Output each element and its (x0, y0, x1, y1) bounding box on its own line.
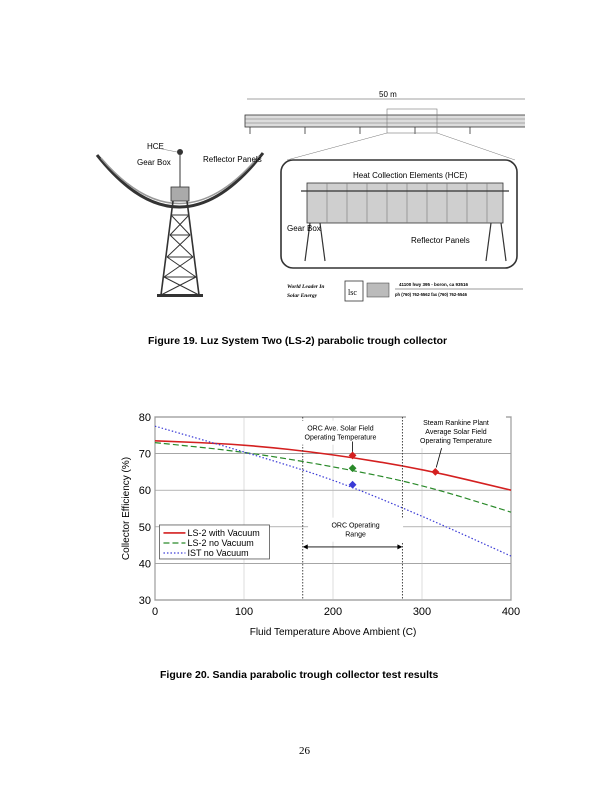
hce-detail-label: Heat Collection Elements (HCE) (353, 171, 468, 180)
length-label: 50 m (379, 90, 397, 99)
reflector-panels-label: Reflector Panels (203, 155, 262, 164)
orc-solar-field-note-line: Operating Temperature (304, 434, 377, 442)
steam-rankine-note-line: Steam Rankine Plant (423, 420, 489, 428)
parabolic-trough-drawing (95, 85, 525, 310)
x-tick-label: 300 (412, 606, 432, 618)
x-tick-label: 100 (234, 606, 254, 618)
gear-box-label: Gear Box (137, 158, 171, 167)
orc-solar-field-note-line: ORC Ave. Solar Field (307, 425, 374, 433)
svg-text:lsc: lsc (348, 288, 357, 297)
legend-label-2: LS-2 no Vacuum (187, 537, 254, 548)
gear-box-detail-label: Gear Box (287, 224, 321, 233)
brand-line-2: Solar Energy (287, 293, 318, 299)
reflector-panels-detail-label: Reflector Panels (411, 236, 470, 245)
legend-label-3: IST no Vacuum (187, 547, 249, 558)
partner-logo-icon (367, 283, 389, 297)
phone-text: ph (760) 762-5562 fax (760) 762-5546 (395, 292, 467, 297)
steam-rankine-note-line: Average Solar Field (425, 429, 487, 437)
figure-20-caption: Figure 20. Sandia parabolic trough collector test results (160, 669, 439, 681)
y-tick-label: 80 (138, 412, 151, 424)
y-tick-label: 40 (138, 558, 151, 571)
brand-line-1: World Leader In (287, 284, 325, 290)
legend-label-1: LS-2 with Vacuum (187, 527, 260, 538)
x-axis-label: Fluid Temperature Above Ambient (C) (249, 627, 417, 638)
y-tick-label: 70 (138, 448, 151, 461)
hce-label: HCE (147, 142, 164, 151)
figure-20-chart (118, 410, 534, 656)
y-axis-label: Collector Efficiency (%) (121, 456, 132, 561)
y-tick-label: 30 (138, 595, 151, 607)
figure-19-illustration (95, 85, 525, 310)
efficiency-chart (118, 410, 534, 656)
y-tick-label: 50 (138, 521, 151, 534)
chart-legend (159, 525, 269, 559)
page-number: 26 (299, 745, 310, 757)
orc-range-note-line: Range (345, 531, 366, 539)
y-tick-label: 60 (138, 485, 151, 498)
steam-rankine-note-line: Operating Temperature (420, 438, 492, 446)
address-text: 41100 hwy 395 - boron, ca 93516 (399, 282, 469, 287)
x-tick-label: 0 (151, 606, 159, 618)
figure-19-caption: Figure 19. Luz System Two (LS-2) parabolic trough collector (148, 335, 448, 347)
x-tick-label: 400 (501, 606, 521, 618)
x-tick-label: 200 (323, 606, 343, 618)
orc-range-note-line: ORC Operating (331, 522, 380, 530)
